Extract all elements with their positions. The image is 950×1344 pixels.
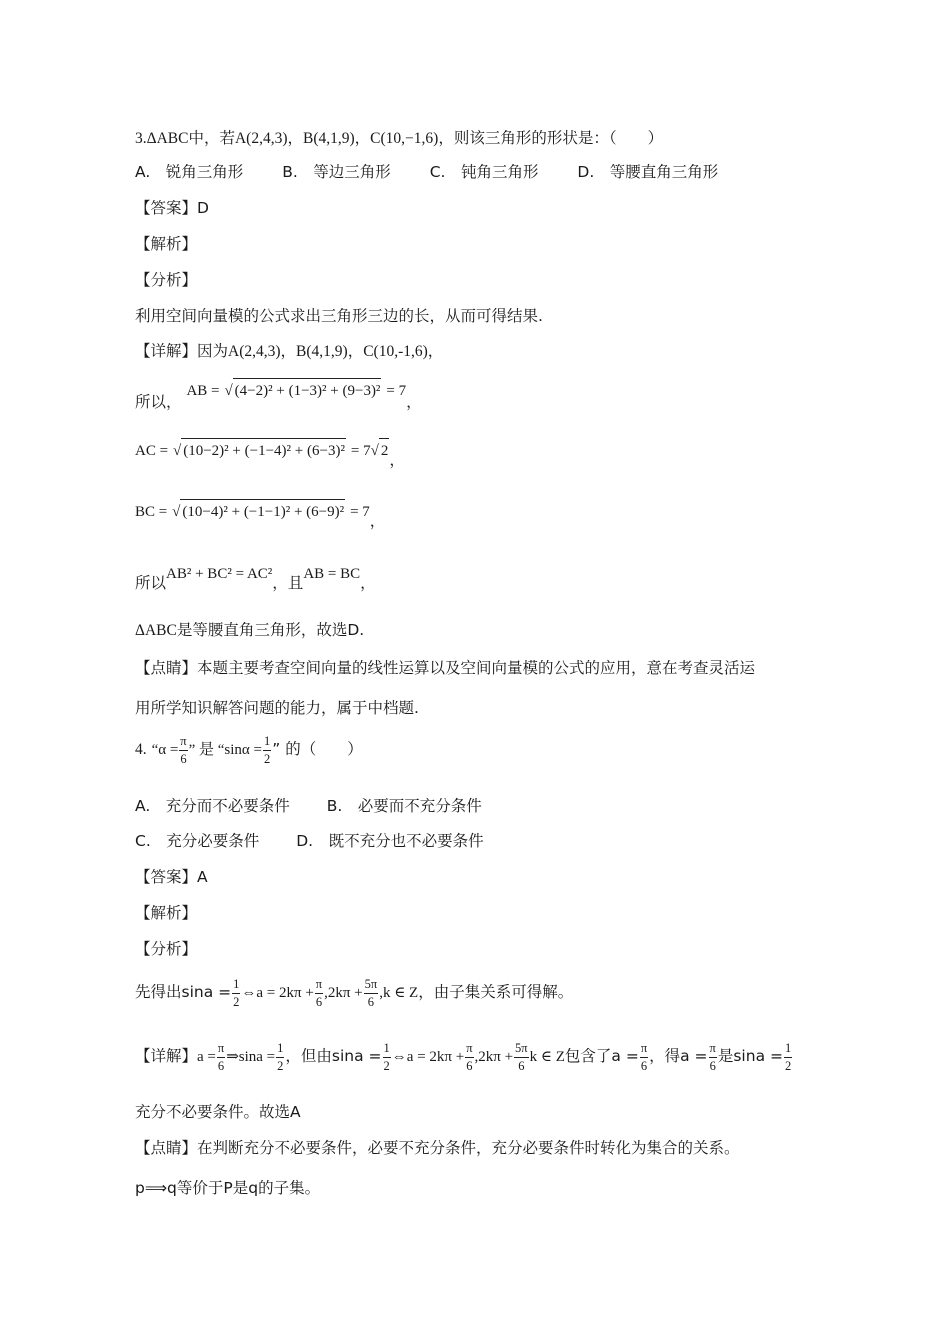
q4-fenxi-line: 先得出sina = $\frac{1}{2}$ ⇔a = 2kπ + $\frac{\pi}{6}$ ,2kπ + $\frac{5\pi}{6}$ ,k ∈ Z，由子集关系可得解。 xyxy=(135,977,574,1009)
ab-radicand: (4−2)² + (1−3)² + (9−3)² xyxy=(233,378,382,402)
q3-option-a: A. 锐角三角形 xyxy=(135,163,244,181)
q4-option-a: A. 充分而不必要条件 xyxy=(135,797,290,815)
q3-conclusion: ΔABC是等腰直角三角形，故选D. xyxy=(135,621,365,639)
q4-detail-cont: 充分不必要条件。故选A xyxy=(135,1103,301,1121)
q3-answer: 【答案】D xyxy=(135,199,209,217)
q4-dianjing-1: 【点睛】在判断充分不必要条件，必要不充分条件，充分必要条件时转化为集合的关系。 xyxy=(135,1139,740,1157)
q3-option-c: C. 钝角三角形 xyxy=(429,163,539,181)
q3-options xyxy=(135,161,752,183)
q3-dianjing-1: 【点睛】本题主要考查空间向量的线性运算以及空间向量模的公式的应用，意在考查灵活运 xyxy=(135,659,756,677)
q3-ac-line: AC = √ (10−2)² + (−1−4)² + (6−3)² = 7√ 2， xyxy=(135,438,405,462)
bc-radicand: (10−4)² + (−1−1)² + (6−9)² xyxy=(180,499,345,523)
q3-bc-line: BC = √ (10−4)² + (−1−1)² + (6−9)² = 7， xyxy=(135,499,385,523)
q4-dianjing-2: p⟹q等价于P是q的子集。 xyxy=(135,1179,321,1197)
q4-detail-line: 【详解】a = $\frac{\pi}{6}$ ⇒sina = $\frac{1}{2}$ ，但由sina = $\frac{1}{2}$ ⇔a = 2kπ + $\frac{\pi}{6}$ ,2kπ + $\frac{5\pi}{6}$ k ∈ Z包含了a = $\frac{\pi}{6}$ ，得a = $\frac{\pi}{6}$ 是sina = $\frac{1}{2}$ xyxy=(135,1041,792,1073)
q4-option-d: D. 既不充分也不必要条件 xyxy=(296,832,484,850)
q3-detail: 【详解】因为A(2,4,3)，B(4,1,9)，C(10,‑1,6)， xyxy=(135,342,444,360)
q3-analysis-label: 【解析】 xyxy=(135,235,198,253)
q3-pyth-line: 所以AB² + BC² = AC²，且AB = BC， xyxy=(135,566,376,592)
q3-ab-line: 所以， AB = √ (4−2)² + (1−3)² + (9−3)² = 7， xyxy=(135,378,422,402)
q4-answer: 【答案】A xyxy=(135,868,208,886)
q3-dianjing-2: 用所学知识解答问题的能力，属于中档题. xyxy=(135,699,419,717)
q3-fenxi-text: 利用空间向量模的公式求出三角形三边的长，从而可得结果. xyxy=(135,307,543,325)
q4-stem: 4. “α = $\frac{\pi}{6}$ ” 是 “sinα = $\frac{1}{2}$ ” 的（ ） xyxy=(135,734,363,766)
ac-radicand: (10−2)² + (−1−4)² + (6−3)² xyxy=(181,438,346,462)
q4-option-c: C. 充分必要条件 xyxy=(135,832,260,850)
q4-fenxi-label: 【分析】 xyxy=(135,940,198,958)
q4-options-row1 xyxy=(135,795,482,817)
q3-fenxi-label: 【分析】 xyxy=(135,271,198,289)
q4-options-row2 xyxy=(135,830,484,852)
q4-option-b: B. 必要而不充分条件 xyxy=(326,797,482,815)
q3-option-b: B. 等边三角形 xyxy=(282,163,391,181)
q3-stem: 3.ΔABC中，若A(2,4,3)，B(4,1,9)，C(10,−1,6)，则该三角形的形状是：（ ） xyxy=(135,129,664,147)
q4-analysis-label: 【解析】 xyxy=(135,904,198,922)
q3-option-d: D. 等腰直角三角形 xyxy=(577,163,719,181)
